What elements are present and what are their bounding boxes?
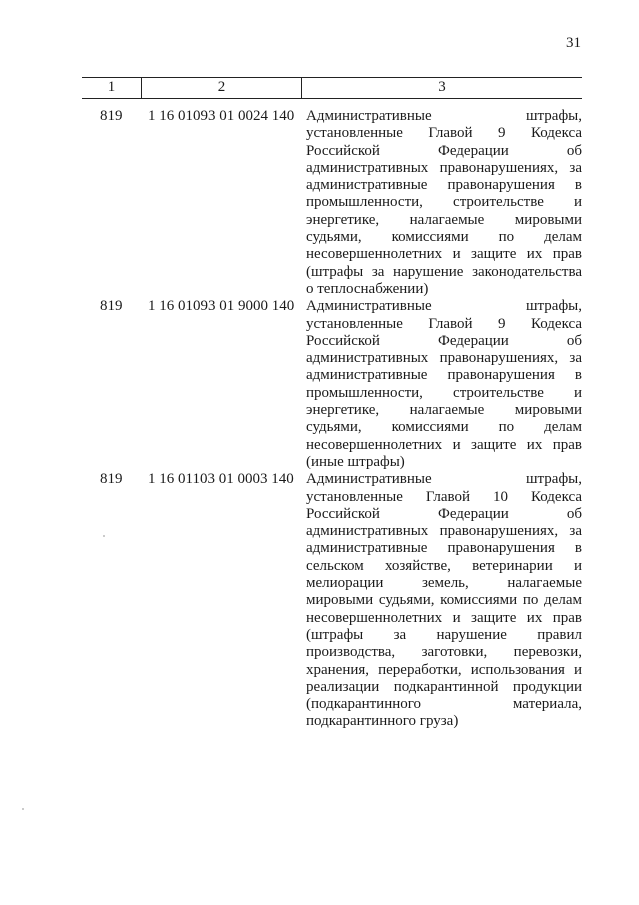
description-line: несовершеннолетних и защите их прав [306, 436, 582, 453]
description-line: Административные штрафы, [306, 471, 582, 488]
description-line: мелиорации земель, налагаемые [306, 575, 582, 592]
description-line: (штрафы за нарушение законодательства [306, 263, 582, 280]
description-line: судьями, комиссиями по делам [306, 419, 582, 436]
description-line: несовершеннолетних и защите их прав [306, 246, 582, 263]
table-row [82, 471, 582, 730]
description-line: административные правонарушения в [306, 540, 582, 557]
description-line: (иные штрафы) [306, 453, 405, 470]
description-line: Административные штрафы, [306, 298, 582, 315]
description-line: установленные Главой 10 Кодекса [306, 488, 582, 505]
row-kbk: 1 16 01093 01 9000 140 [148, 298, 295, 315]
description-line: хранения, переработки, использования и [306, 661, 582, 678]
description-line: судьями, комиссиями по делам [306, 229, 582, 246]
row-kbk: 1 16 01093 01 0024 140 [148, 108, 295, 124]
description-line: административных правонарушениях, за [306, 350, 582, 367]
scan-speck [22, 808, 24, 810]
row-description [302, 108, 582, 298]
table-body [82, 108, 582, 731]
page-number: 31 [566, 35, 581, 51]
description-line: установленные Главой 9 Кодекса [306, 315, 582, 332]
description-line: административные правонарушения в [306, 367, 582, 384]
description-line: энергетике, налагаемые мировыми [306, 402, 582, 419]
description-line: реализации подкарантинной продукции [306, 678, 582, 695]
description-line: сельском хозяйстве, ветеринарии и [306, 557, 582, 574]
description-line: (подкарантинного материала, [306, 696, 582, 713]
row-kbk: 1 16 01103 01 0003 140 [148, 471, 294, 488]
row-description [302, 471, 582, 730]
description-line: установленные Главой 9 Кодекса [306, 125, 582, 142]
header-col-2: 2 [142, 78, 302, 98]
row-description [302, 298, 582, 471]
description-line: административные правонарушения в [306, 177, 582, 194]
header-col-3: 3 [438, 79, 446, 95]
description-line: промышленности, строительстве и [306, 194, 582, 211]
table-row [82, 108, 582, 298]
table-header [82, 77, 582, 99]
description-line: административных правонарушениях, за [306, 523, 582, 540]
row-code: 819 [100, 108, 123, 124]
row-code: 819 [100, 471, 123, 488]
description-line: административных правонарушениях, за [306, 159, 582, 176]
description-line: подкарантинного груза) [306, 713, 459, 730]
description-line: мировыми судьями, комиссиями по делам [306, 592, 582, 609]
description-line: несовершеннолетних и защите их прав [306, 609, 582, 626]
scan-speck [103, 535, 105, 537]
description-line: энергетике, налагаемые мировыми [306, 211, 582, 228]
header-col-1: 1 [82, 78, 142, 98]
row-code: 819 [100, 298, 123, 315]
description-line: Российской Федерации об [306, 505, 582, 522]
description-line: промышленности, строительстве и [306, 384, 582, 401]
description-line: Административные штрафы, [306, 108, 582, 124]
description-line: о теплоснабжении) [306, 280, 429, 297]
table-row [82, 298, 582, 471]
description-line: Российской Федерации об [306, 142, 582, 159]
description-line: (штрафы за нарушение правил [306, 626, 582, 643]
description-line: производства, заготовки, перевозки, [306, 644, 582, 661]
description-line: Российской Федерации об [306, 332, 582, 349]
